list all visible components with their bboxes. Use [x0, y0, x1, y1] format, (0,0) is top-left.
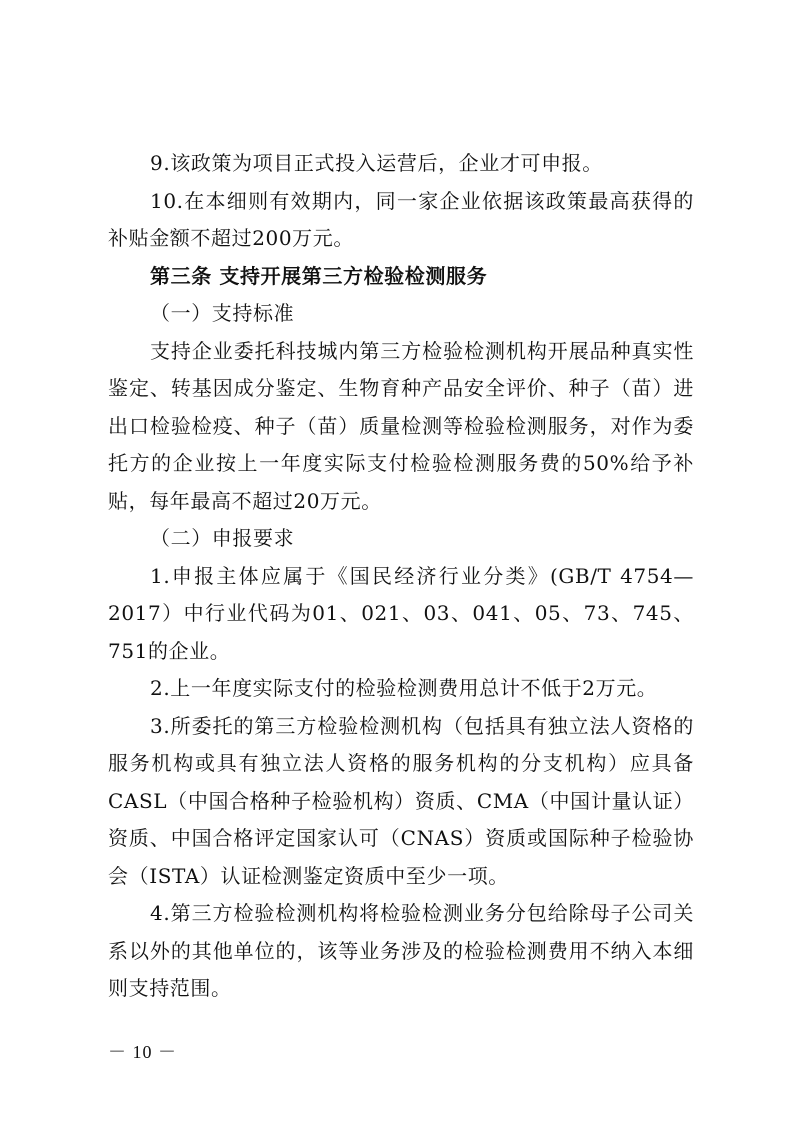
- section-heading-support-standard: （一）支持标准: [150, 301, 295, 325]
- document-body: [108, 145, 694, 1008]
- paragraph-support-standard: 支持企业委托科技城内第三方检验检测机构开展品种真实性鉴定、转基因成分鉴定、生物育种产品安全评价、种子（苗）进出口检验检疫、种子（苗）质量检测等检验检测服务，对作为委托方的企业按上一年度实际支付检验检测服务费的50%给予补贴，每年最高不超过20万元。: [108, 338, 694, 513]
- requirement-item-3: 3.所委托的第三方检验检测机构（包括具有独立法人资格的服务机构或具有独立法人资格的服务机构的分支机构）应具备CASL（中国合格种子检验机构）资质、CMA（中国计量认证）资质、中国合格评定国家认可（CNAS）资质或国际种子检验协会（ISTA）认证检测鉴定资质中至少一项。: [108, 713, 694, 888]
- paragraph-item-9: 9.该政策为项目正式投入运营后，企业才可申报。: [150, 151, 603, 175]
- paragraph-item-10: 10.在本细则有效期内，同一家企业依据该政策最高获得的补贴金额不超过200万元。: [108, 188, 694, 250]
- requirement-item-4: 4.第三方检验检测机构将检验检测业务分包给除母子公司关系以外的其他单位的，该等业务涉及的检验检测费用不纳入本细则支持范围。: [108, 901, 694, 1000]
- section-heading-application-requirements: （二）申报要求: [150, 526, 295, 550]
- requirement-item-2: 2.上一年度实际支付的检验检测费用总计不低于2万元。: [150, 676, 658, 700]
- page-number: － 10 －: [108, 1042, 177, 1062]
- article-heading: 第三条 支持开展第三方检验检测服务: [150, 263, 488, 288]
- requirement-item-1: 1.申报主体应属于《国民经济行业分类》(GB/T 4754—2017）中行业代码为01、021、03、041、05、73、745、751的企业。: [108, 563, 694, 663]
